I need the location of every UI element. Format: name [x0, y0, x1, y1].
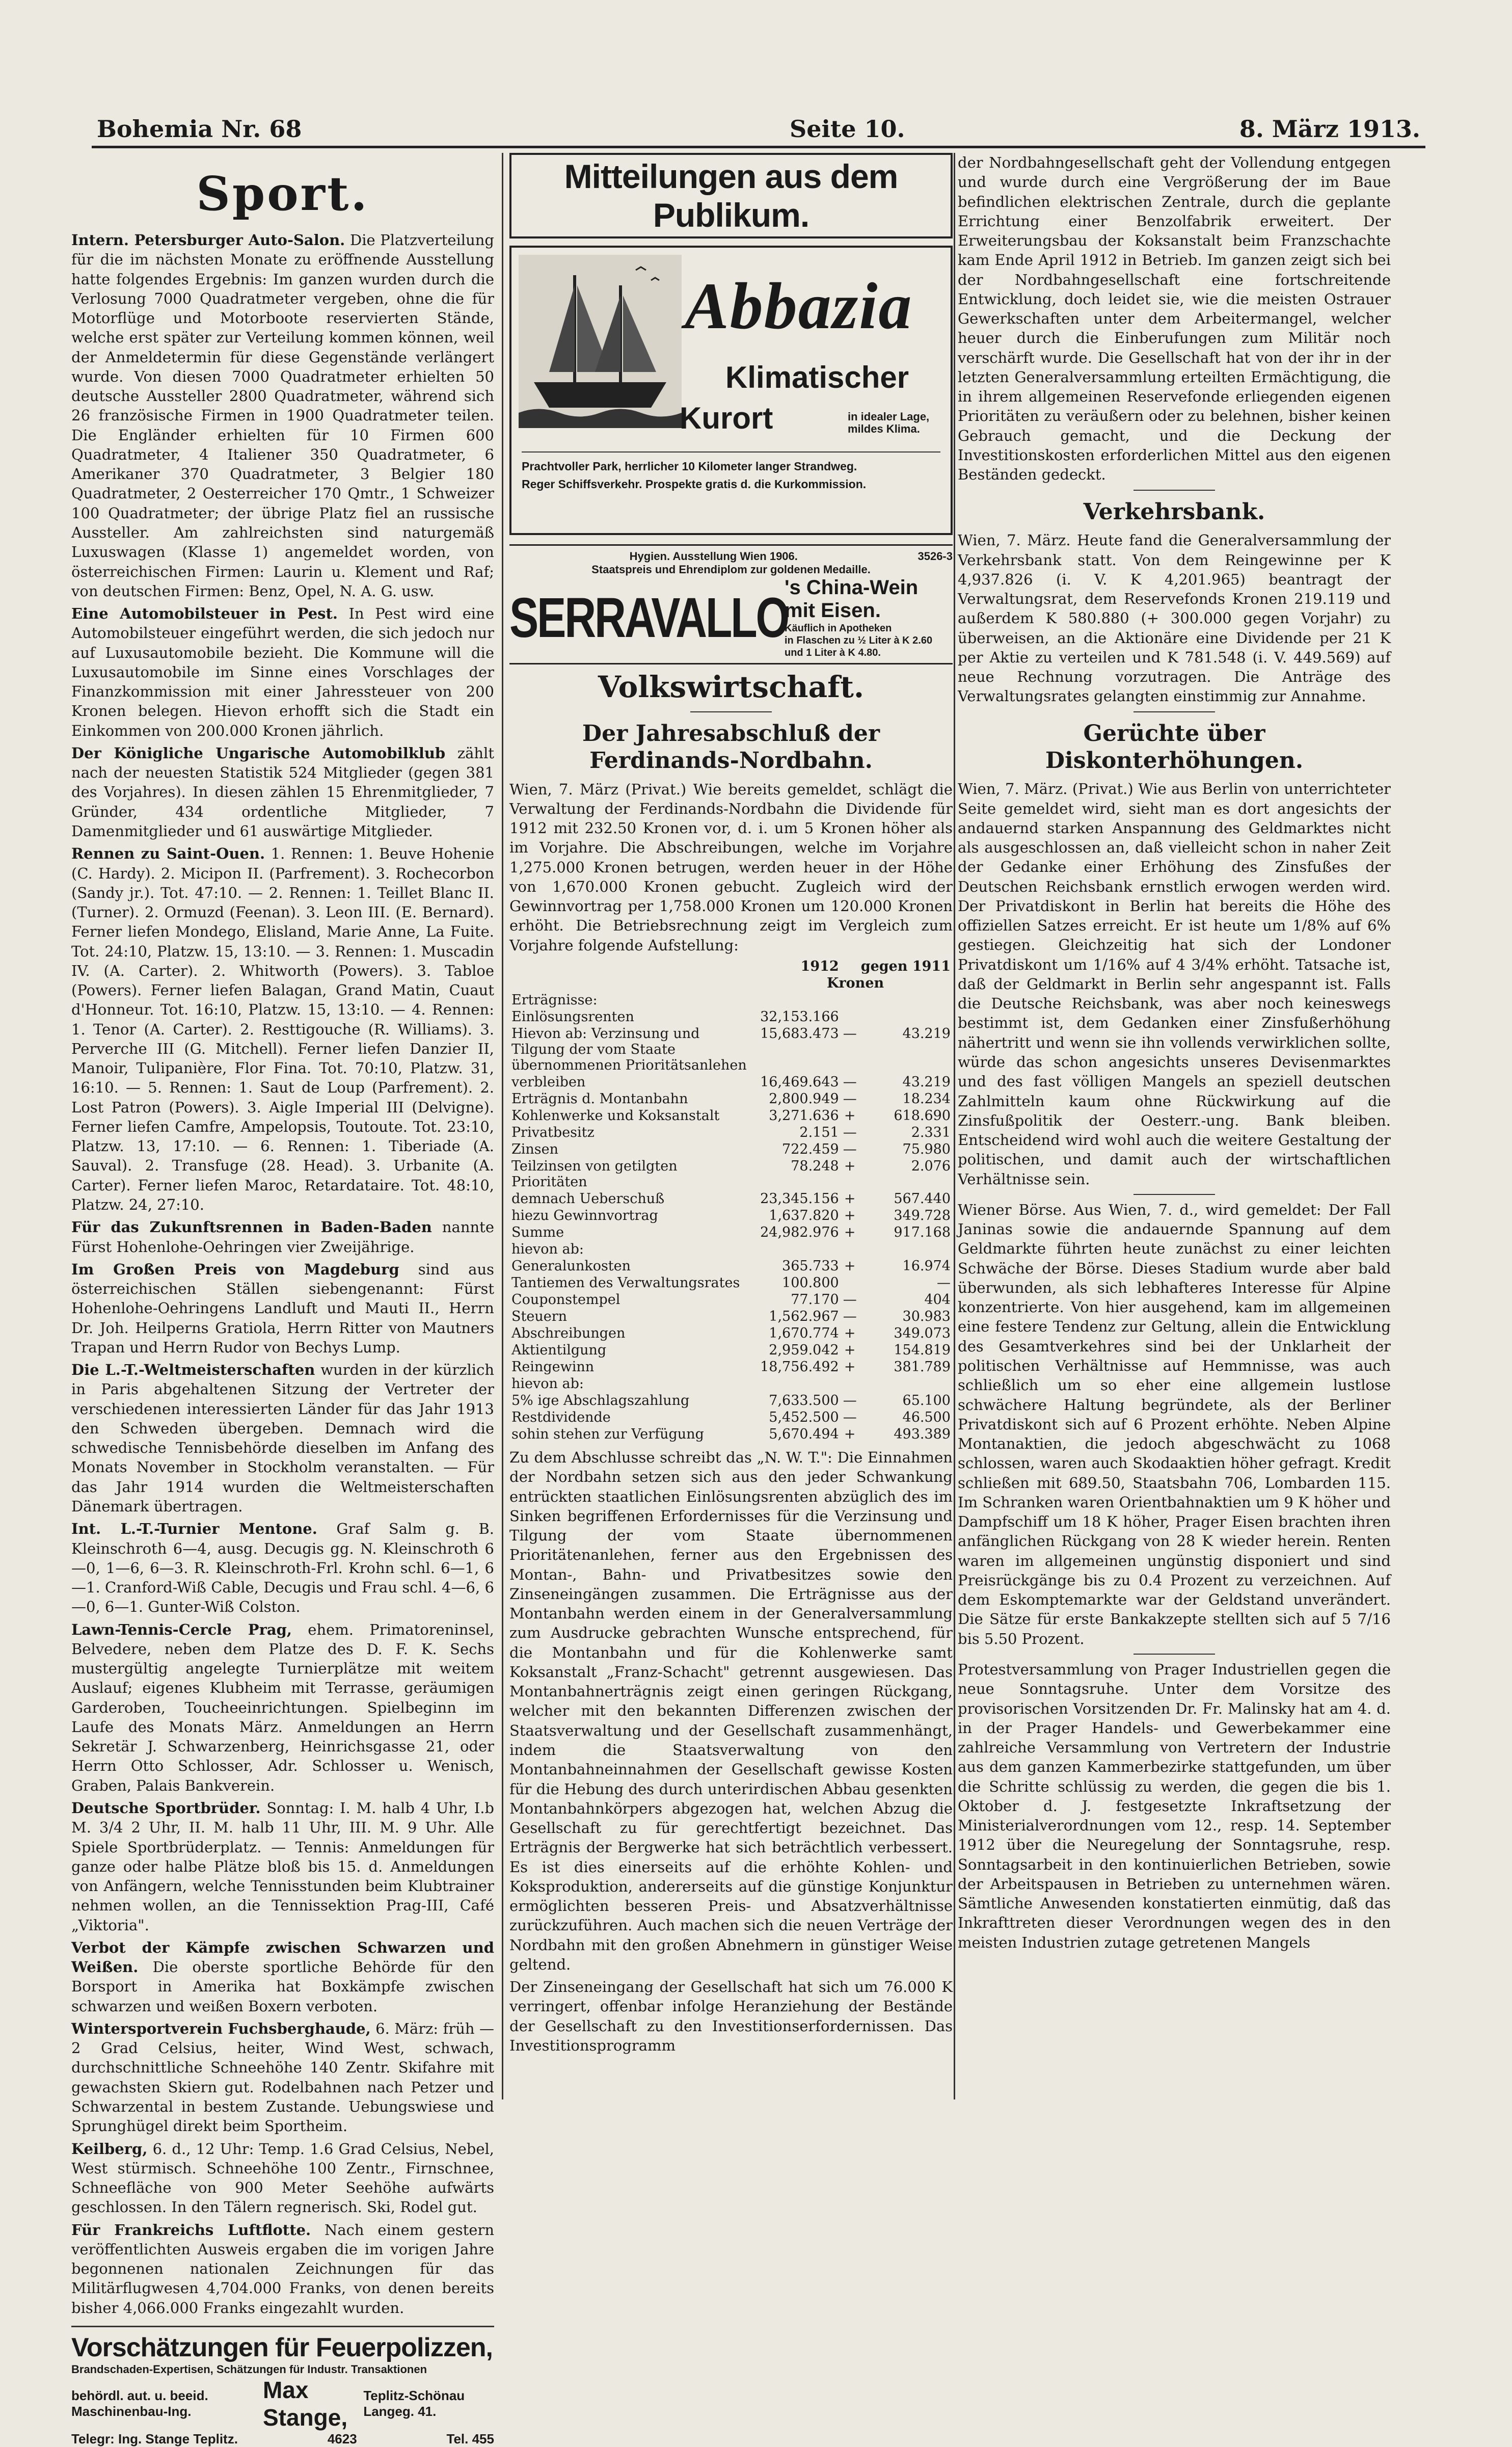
table-cell	[859, 1008, 953, 1025]
table-cell: hiezu Gewinnvortrag	[511, 1207, 658, 1224]
table-cell: +	[844, 1107, 856, 1124]
column-volkswirtschaft	[509, 153, 953, 2099]
ad-serravallo-code: 3526-3	[917, 550, 953, 563]
table-cell: —	[843, 1291, 857, 1308]
ad-subline: Brandschaden-Expertisen, Schätzungen für Industr. Transaktionen	[71, 2362, 427, 2376]
table-header-compare: gegen 1911	[860, 958, 951, 974]
sport-article-text: wurden in der kürzlich in Paris abgehaltenen Sitzung der Vertreter der verschiedenen interessierten Länder für das Jahr 1913 den Schweden übergeben. Demnach wird die schwedische Tennisbehörde dieselben im Anfang des Monats November in Stockholm veranstalten. — Für das Jahr 1914 wurden die Weltmeisterschaften Dänemark übertragen.	[71, 1361, 495, 1515]
table-cell: 404	[924, 1291, 951, 1308]
table-row	[509, 1158, 953, 1190]
table-cell: 567.440	[894, 1190, 951, 1207]
sport-article-lead: Eine Automobilsteuer in Pest.	[71, 605, 338, 623]
column-sport	[71, 153, 495, 2446]
sport-article-text: 6. d., 12 Uhr: Temp. 1.6 Grad Celsius, Nebel, West stürmisch. Schneehöhe 100 Zentr., Firnschnee, Schneefläche von 900 Meter Seehöhe aufwärts geschlossen. In den Tälern regnerisch. Ski, Rodel gut.	[71, 2140, 495, 2216]
ad-serravallo-line3: und 1 Liter à K 4.80.	[785, 647, 881, 658]
table-cell: +	[844, 1190, 856, 1207]
ad-row	[71, 2431, 494, 2447]
table-cell: 43.219	[902, 1074, 951, 1090]
column-rule	[502, 153, 503, 2099]
ad-serravallo-expo: Hygien. Ausstellung Wien 1906.	[629, 550, 798, 563]
table-cell: —	[843, 1409, 857, 1425]
ad-abbazia-line2: Reger Schiffsverkehr. Prospekte gratis d. die Kurkommission.	[522, 477, 867, 491]
table-cell	[859, 1241, 953, 1258]
table-cell: +	[844, 1359, 856, 1375]
ad-serravallo-product: 's China-Wein mit Eisen.	[785, 576, 919, 622]
table-cell: Reingewinn	[511, 1359, 595, 1375]
ad-row	[71, 2376, 494, 2431]
article-paragraph: Der Zinseneingang der Gesellschaft hat sich um 76.000 K verringert, offenbar infolge Heranziehung der Bestände der Gesellschaft zu den Investitionserfordernissen. Das Investitionsprogramm	[509, 1978, 953, 2054]
table-cell: 3,271.636	[769, 1107, 839, 1124]
table-header-unit: Kronen	[826, 975, 884, 991]
table-row	[509, 1291, 953, 1308]
column-rule	[954, 153, 955, 2099]
ad-serravallo-line2: in Flaschen zu ½ Liter à K 2.60	[785, 635, 933, 646]
table-cell: +	[844, 1207, 856, 1224]
ad-abbazia-lage: in idealer Lage, mildes Klima.	[848, 410, 930, 436]
table-cell: Summe	[511, 1224, 564, 1240]
table-cell: 1,637.820	[769, 1207, 839, 1224]
sport-article-text: Die oberste sportliche Behörde für den Borsport in Amerika hat Boxkämpfe zwischen schwarzen und weißen Boxern verboten.	[71, 1958, 494, 2015]
sport-article	[71, 1620, 494, 1795]
table-row	[509, 1409, 953, 1426]
table-cell: +	[844, 1258, 856, 1274]
table-cell: 100.800	[782, 1274, 839, 1291]
ad-serravallo-row	[509, 576, 953, 659]
header-page-number: Seite 10.	[790, 115, 905, 143]
table-cell: 5,452.500	[769, 1409, 839, 1425]
table-cell: +	[844, 1158, 856, 1174]
table-header-label	[509, 958, 758, 975]
sport-article-lead: Keilberg,	[71, 2140, 148, 2158]
table-cell: —	[843, 1025, 857, 1042]
header-date: 8. März 1913.	[1239, 115, 1420, 143]
article-body	[509, 1448, 953, 2055]
table-row	[509, 1375, 953, 1392]
table-cell: —	[843, 1308, 857, 1324]
balance-table	[509, 958, 953, 1443]
article-boerse: Wiener Börse. Aus Wien, 7. d., wird gemeldet: Der Fall Janinas sowie die andauernde Spannung auf dem Geldmarkte führten heute zunächst zu einer leichten Schwäche der Börse. Dieses Stadium wurde aber bald überwunden, als sich lebhafteres Interesse für Alpine konzentrierte. Von hier ausgehend, kam im allgemeinen eine festere Tendenz zur Geltung, allein die Entwicklung des Gesamtverkehres sind bei der Unklarheit der politischen Verhältnisse auf Hemmnisse, was auch schließlich um so eher eine allgemein lustlose schwächere Haltung begründete, als der Berliner Privatdiskont sich auf 6 Prozent erhöhte. Neben Alpine Montanaktien, die jedoch abgeschwächt zu 1068 schlossen, waren auch Skodaaktien höher gefragt. Kredit schließen mit 689.50, Staatsbahn 706, Lombarden 115. Im Schranken waren Orientbahnaktien um 9 K höher und Dampfschiff um 18 K höher, Prager Eisen brachten ihren anfänglichen Rückgang von 28 K wieder herein. Renten waren im allgemeinen ungünstig disponiert und sind Preisrückgänge bis zu 0.4 Prozent zu verzeichnen. Auf dem Eskomptemarkte war der Geldstand unverändert. Die Sätze für erste Bankakzepte stellten sich auf 5 7/16 bis 5.50 Prozent.	[958, 1201, 1391, 1647]
ad-section-header: Mitteilungen aus dem Publikum.	[509, 153, 953, 238]
table-row	[509, 1325, 953, 1342]
table-cell: 75.980	[902, 1141, 951, 1157]
table-row	[509, 1008, 953, 1025]
ad-abbazia-line1: Prachtvoller Park, herrlicher 10 Kilometer langer Strandweg.	[522, 460, 857, 473]
table-cell: —	[843, 1090, 857, 1107]
sport-article-text: nannte Fürst Hohenlohe-Oehringen vier Zweijährige.	[71, 1218, 494, 1256]
ad-abbazia-kurort: Kurort	[680, 401, 773, 435]
table-row	[509, 1074, 953, 1090]
table-cell: 349.073	[894, 1325, 951, 1341]
sport-article	[71, 2139, 494, 2217]
table-cell: 2.151	[799, 1124, 839, 1140]
table-cell: +	[844, 1224, 856, 1240]
table-cell: +	[844, 1325, 856, 1341]
ad-address: Teplitz-Schönau Langeg. 41.	[363, 2387, 465, 2419]
table-cell: 16,469.643	[760, 1074, 839, 1090]
article-paragraph: Zu dem Abschlusse schreibt das „N. W. T.": Die Einnahmen der Nordbahn setzen sich aus den jeder Schwankung entrückten staatlichen Einlösungsrenten abzüglich des im Sinken begriffenen Erfordernisses für die Verzinsung und Tilgung der vom Staate übernommenen Prioritätenanlehen, ferner aus den Ergebnissen des Montan-, Bahn- und Privatbesitzes sowie den Zinseneingängen zusammen. Die Erträgnisse aus der Montanbahn werden einem in der Generalversammlung zum Ausdrucke gebrachten Wunsche entsprechend, für die Montanbahn und für die Kohlenwerke samt Koksanstalt „Franz-Schacht" getrennt ausgewiesen. Das Montanbahnerträgnis zeigt einen geringen Rückgang, welcher mit den bekannten Differenzen zwischen der Staatsverwaltung und der Gesellschaft zusammenhängt, indem die Staatsverwaltung von den Montanbahneinnahmen der Gesellschaft gewisse Kosten für die Hebung des durch unterirdischen Abbau gesenkten Montanbahnkörpers abgezogen hat, welchen Abzug die Gesellschaft zu für gerechtfertigt bezeichnet. Das Erträgnis der Bergwerke hat sich beträchtlich verbessert. Es ist dies einerseits auf die erhöhte Kohlen- und Koksproduktion, andererseits auf die günstige Konjunktur ermöglichten besseren Preis- und Absatzverhältnisse zurückzuführen. Auch machen sich die neuen Verträge der Nordbahn mit den großen Abnehmern in günstiger Weise geltend.	[509, 1448, 953, 1973]
divider	[1133, 711, 1215, 712]
column-wirtschaft-news	[958, 153, 1391, 2099]
table-cell	[841, 1274, 859, 1291]
sport-article-lead: Int. L.-T.-Turnier Mentone.	[71, 1520, 317, 1538]
sport-article-lead: Intern. Petersburger Auto-Salon.	[71, 231, 345, 249]
ad-abbazia-details	[522, 451, 940, 493]
article-paragraph: der Nordbahngesellschaft geht der Vollendung entgegen und wurde durch eine Vergrößerung der im Baue befindlichen elektrischen Zentrale, durch die geplante Errichtung einer Benzolfabrik erweitert. Der Erweiterungsbau der Koksanstalt beim Franzschachte kam Ende April 1912 in Betrieb. Im ganzen zeigt sich bei der Nordbahngesellschaft eine fortschreitende Entwicklung, doch leidet sie, wie die meisten Ostrauer Gewerkschaften unter dem Arbeitermangel, welcher heuer durch die Einberufungen zum Militär noch verschärft wurde. Die Gesellschaft hat von der ihr in der letzten Generalversammlung erteilten Ermächtigung, die in ihrem allgemeinen Reservefonde erliegenden eigenen Prioritäten zu veräußern oder zu belehnen, bisher keinen Gebrauch gemacht, und die Deckung der Investitionskosten erforderlichen Mittel aus den eigenen Beständen gedeckt.	[958, 154, 1391, 484]
sport-article	[71, 1938, 494, 2016]
article-continuation	[958, 153, 1391, 485]
ad-line1: behördl. aut. u. beeid. Maschinenbau-Ing.	[71, 2387, 208, 2419]
table-cell: verbleiben	[511, 1074, 586, 1090]
table-row	[509, 1392, 953, 1409]
article-intro: Wien, 7. März (Privat.) Wie bereits gemeldet, schlägt die Verwaltung der Ferdinands-Nordbahn die Dividende für 1912 mit 232.50 Kronen vor, d. i. um 5 Kronen höher als im Vorjahre. Die Abschreibungen, welche im Vorjahre 1,275.000 Kronen betrugen, werden heuer in der Höhe von 1,670.000 Kronen gebucht. Zugleich wird der Gewinnvortrag per 1,758.000 Kronen um 120.000 Kronen erhöht. Die Betriebsrechnung zeigt im Vergleich zum Vorjahre folgende Aufstellung:	[509, 780, 953, 954]
table-cell: Hievon ab: Verzinsung und Tilgung der vom Staate übernommenen Prioritätsanlehen	[511, 1025, 747, 1073]
table-cell: 2.331	[911, 1124, 951, 1140]
ad-telegr: Telegr: Ing. Stange Teplitz.	[71, 2431, 238, 2446]
table-row	[509, 1107, 953, 1124]
sport-article-lead: Deutsche Sportbrüder.	[71, 1799, 261, 1817]
table-cell: 2,800.949	[769, 1090, 839, 1107]
table-cell	[841, 1008, 859, 1025]
table-row	[509, 1342, 953, 1359]
ad-serravallo	[509, 544, 953, 664]
table-row	[509, 1258, 953, 1274]
table-cell: 43.219	[902, 1025, 951, 1042]
table-cell: —	[843, 1074, 857, 1090]
table-cell: +	[844, 1426, 856, 1442]
sport-article	[71, 2019, 494, 2136]
table-cell: —	[843, 1392, 857, 1408]
table-cell: 46.500	[902, 1409, 951, 1425]
table-cell: sohin stehen zur Verfügung	[511, 1426, 704, 1442]
table-cell: Zinsen	[511, 1141, 559, 1157]
section-title-sport: Sport.	[196, 166, 369, 221]
sport-article-text: ehem. Primatoreninsel, Belvedere, neben dem Platze des D. F. K. Sechs mustergültig angelegte Turnierplätze mit weitem Auslauf; eigenes Klubheim mit Terrasse, geräumigen Garderoben, Toucheeinrichtungen. Spielbeginn im Laufe des Monats März. Anmeldungen an Herrn Sekretär J. Schwarzenberg, Heinrichsgasse 21, oder Herrn Otto Schlosser, Adr. Schlosser u. Wenisch, Graben, Palais Bankverein.	[71, 1620, 494, 1794]
table-cell: —	[843, 1124, 857, 1140]
sport-article-lead: Lawn-Tennis-Cercle Prag,	[71, 1620, 292, 1638]
table-cell: 5% ige Abschlagszahlung	[511, 1392, 690, 1408]
table-header-unit-row	[509, 975, 953, 992]
sport-article	[71, 844, 494, 1214]
ad-abbazia-name: Abbazia	[685, 270, 913, 343]
divider	[1133, 1194, 1215, 1195]
table-row	[509, 1359, 953, 1375]
table-cell: 722.459	[782, 1141, 839, 1157]
table-cell	[758, 1375, 841, 1392]
table-cell: Aktientilgung	[511, 1342, 607, 1358]
table-cell	[841, 1375, 859, 1392]
ad-serravallo-line1: Käuflich in Apotheken	[785, 623, 892, 634]
article-title-verkehrsbank: Verkehrsbank.	[1083, 498, 1265, 525]
table-cell	[758, 992, 841, 1008]
divider	[1133, 490, 1215, 491]
article-verkehrsbank: Wien, 7. März. Heute fand die Generalversammlung der Verkehrsbank statt. Von dem Reingewinne per K 4,937.826 (i. V. K 4,201.965) beantragt der Verwaltungsrat, dem Reservefonds Kronen 219.119 und außerdem K 580.880 (+ 300.000 gegen Vorjahr) zu überweisen, an die Aktionäre eine Dividende per 21 K per Aktie zu verteilen und K 781.548 (i. V. 449.569) auf neue Rechnung vorzutragen. Die Anträge des Verwaltungsrates gelangten einstimmig zur Annahme.	[958, 531, 1391, 705]
table-cell: 32,153.166	[760, 1008, 839, 1025]
sport-article	[71, 2220, 494, 2318]
table-cell: Einlösungsrenten	[511, 1008, 634, 1025]
table-cell: 917.168	[894, 1224, 951, 1240]
table-row	[509, 1090, 953, 1107]
article-protest: Protestversammlung von Prager Industriellen gegen die neue Sonntagsruhe. Unter dem Vorsitze des provisorischen Vorsitzenden Dr. Fr. Malinsky hat am 4. d. in der Prager Handels- und Gewerbekammer eine zahlreiche Versammlung von Vertretern der Industrie aus dem ganzen Kammerbezirke stattgefunden, um über die Schritte schlüssig zu werden, die gegen die bis 1. Oktober d. J. festgesetzte Inkraftsetzung der Ministerialverordnungen vom 12., resp. 14. September 1912 über die Neuregelung der Sonntagsruhe, resp. Sonntagsarbeit in den kontinuierlichen Betrieben, sowie der Arbeitspausen in Betrieben zu unternehmen wären. Sämtliche Anwesenden konstatierten einmütig, daß das Inkrafttreten dieser Verordnungen wegen des in den meisten Industrien zutage getretenen Mangels	[958, 1660, 1391, 1951]
table-row	[509, 1426, 953, 1443]
table-cell: Kohlenwerke und Koksanstalt	[511, 1107, 720, 1124]
table-cell: 18,756.492	[760, 1359, 839, 1375]
table-row	[509, 1141, 953, 1158]
table-cell: 381.789	[894, 1359, 951, 1375]
table-header	[509, 958, 953, 975]
sport-articles	[71, 230, 494, 2318]
ad-headline: Vorschätzungen für Feuerpolizzen,	[71, 2332, 493, 2362]
table-row	[509, 1207, 953, 1224]
ad-tel: Tel. 455	[446, 2431, 494, 2446]
table-cell: 77.170	[791, 1291, 839, 1308]
table-row	[509, 1025, 953, 1074]
ad-feuerpolizzen	[71, 2326, 494, 2447]
table-cell: 24,982.976	[760, 1224, 839, 1240]
ad-code: 4623	[327, 2431, 357, 2446]
ad-serravallo-side	[785, 576, 953, 659]
sport-article-lead: Verbot der Kämpfe zwischen Schwarzen und Weißen.	[71, 1938, 494, 1976]
sport-article-text: Graf Salm g. B. Kleinschroth 6—4, ausg. Decugis gg. N. Kleinschroth 6—0, 1—6, 6—3. R. Kleinschroth-Frl. Krohn schl. 6—1, 6—1. Cranford-Wiß Cable, Decugis und Frau schl. 4—6, 6—0, 6—1. Gunter-Wiß Colston.	[71, 1520, 494, 1616]
table-cell: 349.728	[894, 1207, 951, 1224]
table-cell: 1,670.774	[769, 1325, 839, 1341]
sport-article-text: Nach einem gestern veröffentlichten Ausweis ergaben die im vorigen Jahre begonnenen nationalen Zeichnungen für das Militärflugwesen 4,704.000 Franks, von denen bereits bisher 4,066.000 Franks eingezahlt wurden.	[71, 2221, 494, 2317]
sport-article	[71, 1798, 494, 1935]
sport-article-lead: Die L.-T.-Weltmeisterschaften	[71, 1361, 315, 1379]
table-cell: —	[843, 1141, 857, 1157]
table-cell: 154.819	[894, 1342, 951, 1358]
article-diskont: Wien, 7. März. (Privat.) Wie aus Berlin von unterrichteter Seite gemeldet wird, sieht man es dort angesichts der andauernd starken Anspannung des Geldmarktes nicht als ausgeschlossen an, daß vielleicht schon in naher Zeit der Gedanke einer Erhöhung des Zinsfußes der Deutschen Reichsbank ernstlich erwogen werden wird. Der Privatdiskont in Berlin hat bereits die Höhe des offiziellen Satzes erreicht. Er ist heute um 1/8% auf 6% gestiegen. Gleichzeitig hat sich der Londoner Privatdiskont um 1/16% auf 4 3/4% erhöht. Tatsache ist, daß der Geldmarkt in Berlin sehr angespannt ist. Falls die Deutsche Reichsbank, was aber noch keineswegs bestimmt ist, dem Gedanken einer Zinsfußerhöhung nähertritt und wenn sie ihn vollends verwirklichen sollte, würde das schon angesichts unseres Devisenmarktes und des fast völligen Mangels an speziell deutschen Zahlmitteln kaum ohne Rückwirkung auf die Zinsfußpolitik der Oesterr.-ung. Bank bleiben. Entscheidend wird wohl auch die weitere Gestaltung der politischen, und damit auch der wirtschaftlichen Verhältnisse sein.	[958, 780, 1391, 1188]
table-cell: demnach Ueberschuß	[511, 1190, 665, 1207]
table-row	[509, 1308, 953, 1325]
table-cell: 618.690	[894, 1107, 951, 1124]
table-cell: 5,670.494	[769, 1426, 839, 1442]
table-row	[509, 1190, 953, 1207]
table-cell: +	[844, 1342, 856, 1358]
table-cell: 65.100	[902, 1392, 951, 1408]
sport-article-lead: Der Königliche Ungarische Automobilklub	[71, 744, 446, 762]
table-cell	[841, 992, 859, 1008]
table-cell	[859, 992, 953, 1008]
table-cell: Abschreibungen	[511, 1325, 626, 1341]
ad-serravallo-name: SERRAVALLO	[509, 586, 789, 649]
table-cell	[859, 1375, 953, 1392]
article-title-diskont: Gerüchte über Diskonterhöhungen.	[1045, 720, 1304, 774]
table-cell: 1,562.967	[769, 1308, 839, 1324]
ad-serravallo-award: Staatspreis und Ehrendiplom zur goldenen Medaille.	[591, 563, 871, 576]
table-cell: 30.983	[902, 1308, 951, 1324]
table-cell: Erträgnis d. Montanbahn	[511, 1090, 688, 1107]
table-cell	[758, 1241, 841, 1258]
table-cell: 15,683.473	[760, 1025, 839, 1042]
table-cell: 2.076	[911, 1158, 951, 1174]
sport-article	[71, 604, 494, 740]
table-row	[509, 992, 953, 1008]
table-row	[509, 1274, 953, 1291]
sport-article-text: zählt nach der neuesten Statistik 524 Mitglieder (gegen 381 des Vorjahres). In diesen zählen 15 Ehrenmitglieder, 7 Gründer, 434 ordentliche Mitglieder, 7 Damenmitglieder und 61 auswärtige Mitglieder.	[71, 744, 495, 840]
section-title-volkswirtschaft: Volkswirtschaft.	[598, 670, 865, 704]
article-title-nordbahn: Der Jahresabschluß der Ferdinands-Nordbahn.	[582, 721, 880, 774]
table-cell: Erträgnisse:	[511, 992, 598, 1008]
table-row	[509, 1241, 953, 1258]
sport-article	[71, 1519, 494, 1616]
table-cell: 2,959.042	[769, 1342, 839, 1358]
divider	[1133, 1654, 1215, 1655]
sport-article-lead: Für das Zukunftsrennen in Baden-Baden	[71, 1218, 432, 1236]
ship-illustration-icon	[519, 255, 682, 428]
sport-article	[71, 743, 494, 841]
table-header-year: 1912	[800, 958, 839, 974]
table-cell: 365.733	[782, 1258, 839, 1274]
sport-article-text: sind aus österreichischen Ställen siebengenannt: Fürst Hohenlohe-Oehringens Landluft und Mauti II., Herrn Dr. Joh. Heilperns Gratiola, Herrn Ritter von Mautners Trapan und Herrn Rudor von Bechys Lump.	[71, 1260, 495, 1356]
page-header	[92, 113, 1425, 148]
table-cell: Privatbesitz	[511, 1124, 595, 1140]
table-cell: Steuern	[511, 1308, 567, 1324]
sport-article	[71, 1217, 494, 1257]
sport-article-text: 6. März: früh — 2 Grad Celsius, heiter, Wind West, schwach, durchschnittliche Schneehöhe 140 Zentr. Skifahre mit gewachsten Skiern gut. Rodelbahnen nach Petzer und Schwarzental in bestem Zustande. Uebungswiese und Sprunghügel direkt beim Sportheim.	[71, 2019, 494, 2135]
table-row	[509, 1224, 953, 1241]
table-cell: 493.389	[894, 1426, 951, 1442]
sport-article-text: Die Platzverteilung für die im nächsten Monate zu eröffnende Ausstellung hatte folgendes Ergebnis: Im ganzen wurden durch die Verlosung 7000 Quadratmeter vergeben, ohne die für Motorflüge und Motorboote reservierten Stände, welche erst später zur Verteilung kommen können, weil der Anmeldetermin für diese Gegenstände verlängert wurde. Von diesen 7000 Quadratmeter erhielten 50 deutsche Aussteller 2800 Quadratmeter, während sich 26 französische Firmen in 1900 Quadratmeter teilen. Die Engländer erhielten für 10 Firmen 600 Quadratmeter, 4 Italiener 350 Quadratmeter, 6 Amerikaner 370 Quadratmeter, 3 Belgier 180 Quadratmeter, 2 Oesterreicher 170 Qmtr., 1 Schweizer 100 Quadratmeter; der übrige Platz fiel an russische Aussteller. Am zahlreichsten sind naturgemäß Luxuswagen (Klasse 1) angemeldet worden, von österreichischen Firmen: Laurin u. Klement und Raf; von deutschen Firmen: Benz, Opel, N. A. G. usw.	[71, 231, 494, 600]
ad-serravallo-top	[509, 550, 953, 563]
ad-abbazia	[509, 246, 953, 535]
sport-article	[71, 1360, 494, 1516]
sport-article	[71, 230, 494, 601]
table-cell: 7,633.500	[769, 1392, 839, 1408]
sport-article-text: 1. Rennen: 1. Beuve Hohenie (C. Hardy). 2. Micipon II. (Parfrement). 3. Rochecorbon (Sandy jr.). Tot. 47:10. — 2. Rennen: 1. Teillet Blanc II. (Turner). 2. Ormuzd (Feenan). 3. Leon III. (E. Bernard). Ferner liefen Mondego, Elisland, Marie Anne, La Fuite. Tot. 24:10, Platzw. 15, 13:10. — 3. Rennen: 1. Muscadin IV. (A. Carter). 2. Whitworth (Powers). 3. Tabloe (Powers). Ferner liefen Balagan, Grand Matin, Cuaut d'Honneur. Tot. 16:10, Platzw. 15, 13:10. — 4. Rennen: 1. Tenor (A. Carter). 2. Resttigouche (R. Williams). 3. Perverche III (G. Mitchell). Ferner liefen Danzier II, Manoir, Tulipanière, Flor Fina. Tot. 70:10, Platzw. 31, 16:10. — 5. Rennen: 1. Saut de Loup (Parfrement). 2. Lost Patron (Powers). 3. Aigle Imperial III (Delvigne). Ferner liefen Camfre, Ampelopsis, Toutoute. Tot. 23:10, Platzw. 13, 17:10. — 6. Rennen: 1. Tiberiade (A. Sauval). 2. Transfuge (28. Head). 3. Urbanite (A. Carter). Ferner liefen Maroc, Retardataire. Tot. 48:10, Platzw. 24, 27:10.	[71, 845, 494, 1214]
ad-name: Max Stange,	[262, 2376, 348, 2431]
table-cell: 18.234	[902, 1090, 951, 1107]
table-cell: —	[937, 1274, 951, 1291]
header-issue: Bohemia Nr. 68	[97, 115, 302, 143]
sport-article-lead: Wintersportverein Fuchsberghaude,	[71, 2019, 371, 2037]
sport-article-lead: Im Großen Preis von Magdeburg	[71, 1260, 399, 1278]
sport-article	[71, 1260, 494, 1357]
table-cell: hievon ab:	[511, 1375, 584, 1392]
sport-article-lead: Für Frankreichs Luftflotte.	[71, 2221, 311, 2239]
table-row	[509, 1124, 953, 1141]
table-cell: Tantiemen des Verwaltungsrates	[511, 1274, 740, 1291]
sport-article-text: In Pest wird eine Automobilsteuer eingeführt werden, die sich jedoch nur auf Luxusautomobile bezieht. Die Kommune will die Luxusautomobile im Sinne eines Vorschlages der Finanzkommission mit einer Jahressteuer von 200 Kronen belegen. Hievon erhofft sich die Stadt ein Einkommen von 200.000 Kronen jährlich.	[71, 605, 494, 739]
table-cell: hievon ab:	[511, 1241, 584, 1257]
sport-article-lead: Rennen zu Saint-Ouen.	[71, 845, 265, 863]
table-cell: Generalunkosten	[511, 1258, 631, 1274]
ad-abbazia-klimatisch: Klimatischer	[725, 360, 909, 394]
table-cell: 23,345.156	[760, 1190, 839, 1207]
table-cell: Restdividende	[511, 1409, 611, 1425]
table-cell: 16.974	[902, 1258, 951, 1274]
table-cell: Teilzinsen von getilgten Prioritäten	[511, 1158, 678, 1190]
divider	[690, 711, 772, 712]
table-cell: 78.248	[791, 1158, 839, 1174]
table-cell	[841, 1241, 859, 1258]
table-cell: Couponstempel	[511, 1291, 620, 1308]
sport-article-text: Sonntag: I. M. halb 4 Uhr, I.b M. 3/4 2 Uhr, II. M. halb 11 Uhr, III. M. 9 Uhr. Alle Spiele Sportbrüderplatz. — Tennis: Anmeldungen für ganze oder halbe Plätze bloß bis 15. d. Anmeldungen von Anfängern, welche Tennisstunden beim Klubtrainer nehmen wollen, an die Tennissektion Prag-III, Café „Viktoria".	[71, 1799, 494, 1934]
